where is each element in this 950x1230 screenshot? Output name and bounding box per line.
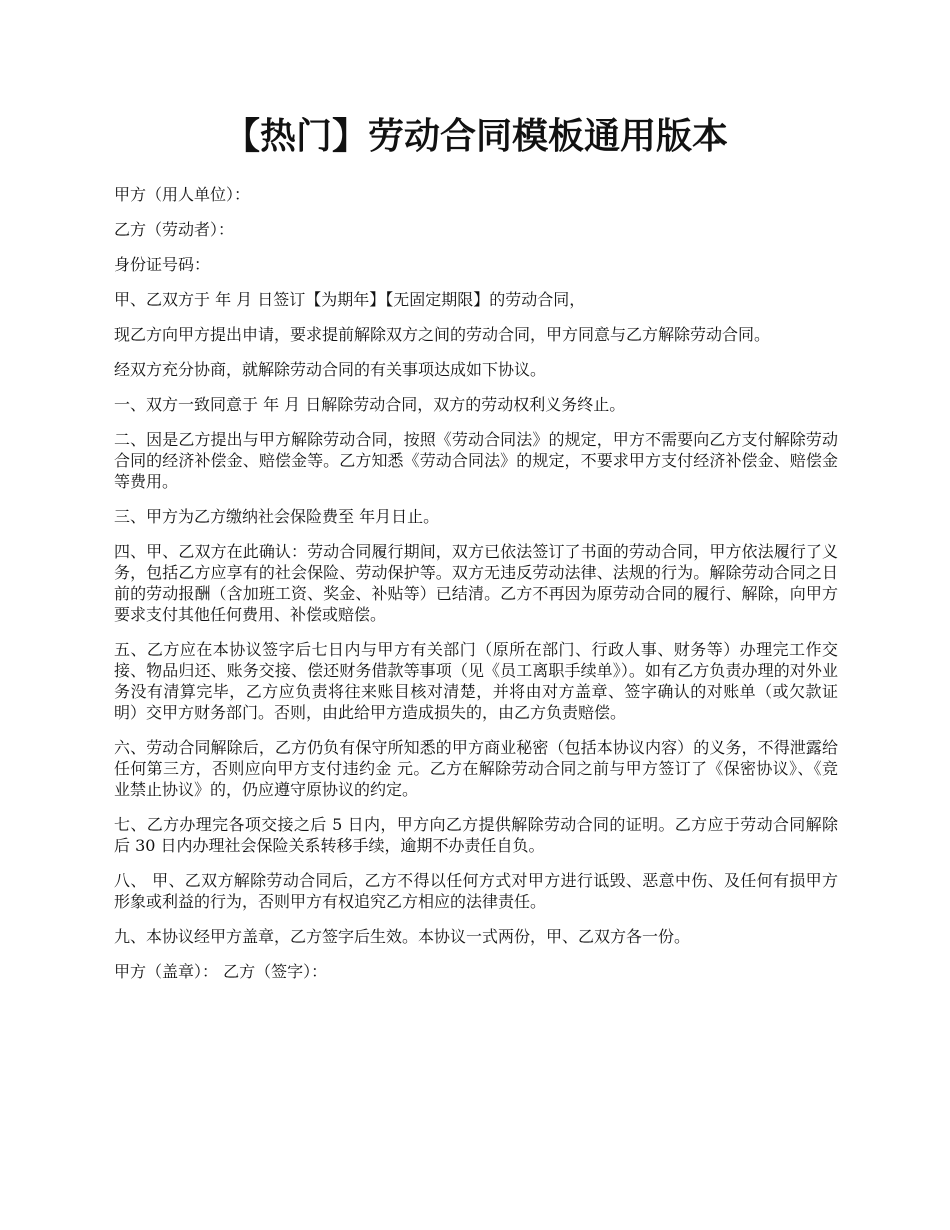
document-title: 【热门】劳动合同模板通用版本 [223, 115, 728, 157]
clause-3: 三、甲方为乙方缴纳社会保险费至 年月日止。 [114, 507, 440, 526]
clause-9: 九、本协议经甲方盖章，乙方签字后生效。本协议一式两份，甲、乙双方各一份。 [114, 927, 691, 946]
id-number-line: 身份证号码： [114, 255, 211, 274]
clause-5: 五、乙方应在本协议签字后七日内与甲方有关部门（原所在部门、行政人事、财务等）办理完工作交接、物品归还、账务交接、偿还财务借款等事项（见《员工离职手续单》）。如有乙方负责办理的对外业务没有清算完毕，乙方应负责将往来账目核对清楚，并将由对方盖章、签字确认的对账单（或欠款证明）交甲方财务部门。否则，由此给甲方造成损失的，由乙方负责赔偿。 [114, 640, 838, 722]
contract-signing-paragraph: 甲、乙双方于 年 月 日签订【为期年】【无固定期限】的劳动合同， [114, 290, 586, 309]
clause-4: 四、甲、乙双方在此确认：劳动合同履行期间，双方已依法签订了书面的劳动合同，甲方依法履行了义务，包括乙方应享有的社会保险、劳动保护等。双方无违反劳动法律、法规的行为。解除劳动合同之日前的劳动报酬（含加班工资、奖金、补贴等）已结清。乙方不再因为原劳动合同的履行、解除，向甲方要求支付其他任何费用、补偿或赔偿。 [114, 542, 838, 624]
clause-6: 六、劳动合同解除后，乙方仍负有保守所知悉的甲方商业秘密（包括本协议内容）的义务，不得泄露给任何第三方，否则应向甲方支付违约金 元。乙方在解除劳动合同之前与甲方签订了《保密协议》、《竞业禁止协议》的，仍应遵守原协议的约定。 [114, 738, 838, 799]
clause-2: 二、因是乙方提出与甲方解除劳动合同，按照《劳动合同法》的规定，甲方不需要向乙方支付解除劳动合同的经济补偿金、赔偿金等。乙方知悉《劳动合同法》的规定，不要求甲方支付经济补偿金、赔偿金等费用。 [114, 430, 838, 491]
clause-8: 八、 甲、乙双方解除劳动合同后，乙方不得以任何方式对甲方进行诋毁、恶意中伤、及任何有损甲方形象或利益的行为，否则甲方有权追究乙方相应的法律责任。 [114, 871, 838, 911]
party-a-line: 甲方（用人单位）： [114, 185, 251, 204]
clause-7: 七、乙方办理完各项交接之后 5 日内，甲方向乙方提供解除劳动合同的证明。乙方应于劳动合同解除后 30 日内办理社会保险关系转移手续，逾期不办责任自负。 [114, 815, 838, 855]
termination-request-paragraph: 现乙方向甲方提出申请，要求提前解除双方之间的劳动合同，甲方同意与乙方解除劳动合同。 [114, 325, 771, 344]
party-b-line: 乙方（劳动者）： [114, 220, 235, 239]
signature-line: 甲方（盖章）： 乙方（签字）： [114, 962, 328, 981]
clause-1: 一、双方一致同意于 年 月 日解除劳动合同，双方的劳动权利义务终止。 [114, 395, 626, 414]
agreement-intro-paragraph: 经双方充分协商，就解除劳动合同的有关事项达成如下协议。 [114, 360, 547, 379]
